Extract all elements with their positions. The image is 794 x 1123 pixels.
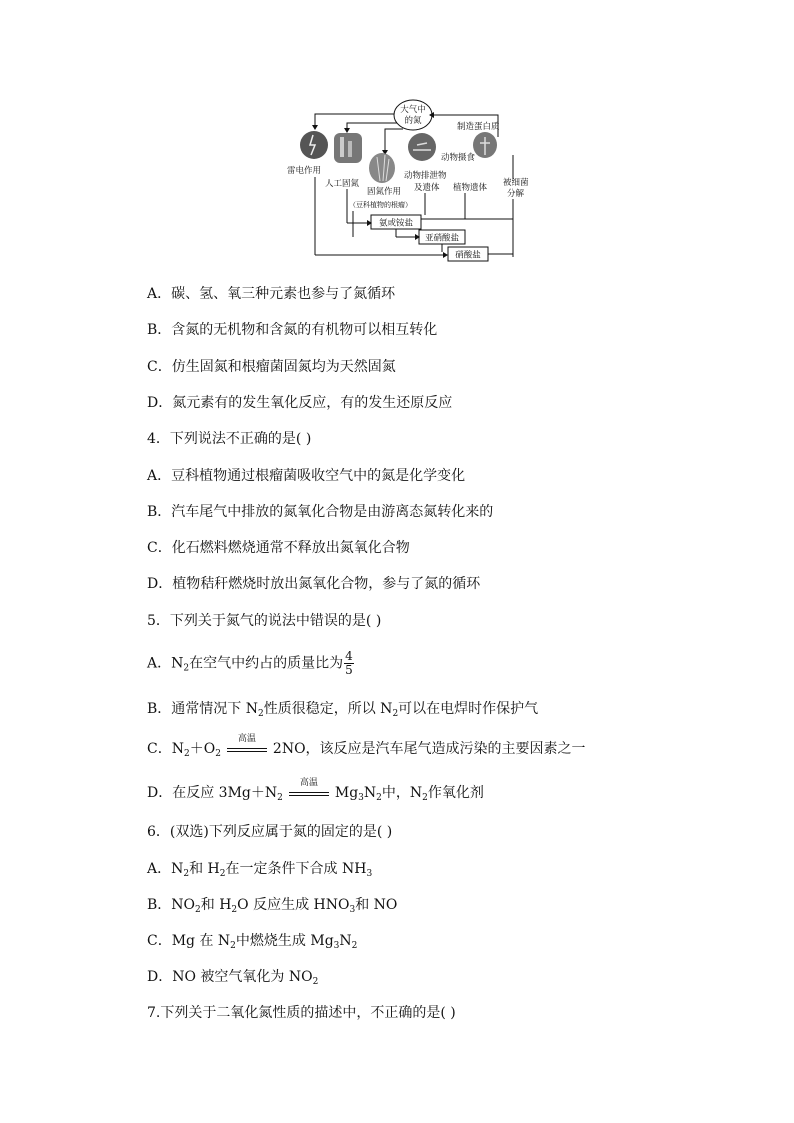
q6-option-d: D．NO 被空气氧化为 $NO_2$: [147, 969, 319, 987]
bacteria-label-1: 被细菌: [503, 178, 529, 188]
animal-excretion-label-1: 动物排泄物: [404, 171, 447, 181]
animal-eat-label: 动物摄食: [441, 153, 476, 163]
q5-option-c: C．$N_2+O_2$ 高温 2NO，该反应是汽车尾气造成污染的主要因素之一: [147, 734, 586, 759]
animal-photo: [408, 133, 436, 161]
q4-stem: 4．下列说法不正确的是( ): [147, 431, 312, 447]
bacteria-label-2: 分解: [507, 189, 525, 199]
artificial-fixation-label: 人工固氮: [325, 179, 360, 189]
box-nitrate-label: 硝酸盐: [455, 250, 481, 261]
q4-option-c: C．化石燃料燃烧通常不释放出氮氧化合物: [147, 540, 410, 556]
q6-stem: 6．(双选)下列反应属于氮的固定的是( ): [147, 824, 393, 840]
reaction-condition: 高温: [225, 740, 269, 758]
plant-remains-label: 植物遗体: [453, 183, 488, 193]
q4-option-b: B．汽车尾气中排放的氮氧化合物是由游离态氮转化来的: [147, 504, 494, 520]
reaction-condition: 高温: [287, 784, 331, 802]
q6-option-b: B．$NO_2$和 $H_2O$ 反应生成 $HNO_3$和 NO: [147, 897, 398, 915]
center-label-2: 的氮: [404, 116, 422, 126]
box-ammonia-label: 氨或铵盐: [378, 218, 414, 229]
mass-fraction: $\frac{4}{5}$: [345, 649, 353, 677]
lightning-label: 雷电作用: [287, 166, 322, 176]
plant-photo: [369, 153, 395, 183]
q5-stem: 5．下列关于氮气的说法中错误的是( ): [147, 613, 382, 629]
q5-option-d: D．在反应 $3Mg+N_2$ 高温 $Mg_3N_2$中，$N_2$作氧化剂: [147, 778, 484, 803]
animal-excretion-label-2: 及遗体: [414, 183, 440, 193]
make-protein-label: 制造蛋白质: [457, 122, 500, 132]
q3-option-a: A．碳、氢、氧三种元素也参与了氮循环: [147, 286, 396, 302]
q6-option-a: A．$N_2$和 $H_2$在一定条件下合成 $NH_3$: [147, 861, 373, 879]
fixation-label: 固氮作用: [367, 187, 402, 197]
q7-stem: 7.下列关于二氧化氮性质的描述中，不正确的是( ): [147, 1005, 456, 1021]
q4-option-a: A．豆科植物通过根瘤菌吸收空气中的氮是化学变化: [147, 468, 466, 484]
q5-option-b: B．通常情况下 $N_2$性质很稳定，所以 $N_2$可以在电焊时作保护气: [147, 701, 539, 719]
q4-option-d: D．植物秸秆燃烧时放出氮氧化合物，参与了氮的循环: [147, 576, 481, 592]
center-label-1: 大气中: [400, 105, 426, 115]
box-nitrite-label: 亚硝酸盐: [424, 233, 460, 244]
q6-option-c: C．Mg 在 $N_2$中燃烧生成 $Mg_3N_2$: [147, 933, 358, 951]
q3-option-b: B．含氮的无机物和含氮的有机物可以相互转化: [147, 322, 438, 338]
q5-option-a: A．$N_2$在空气中约占的质量比为 $\frac{4}{5}$: [147, 649, 353, 677]
fixation-note: （豆科植物的根瘤）: [349, 201, 412, 209]
q3-option-d: D．氮元素有的发生氧化反应，有的发生还原反应: [147, 395, 453, 411]
q3-option-c: C．仿生固氮和根瘤菌固氮均为天然固氮: [147, 359, 396, 375]
nitrogen-cycle-diagram: [285, 95, 529, 265]
